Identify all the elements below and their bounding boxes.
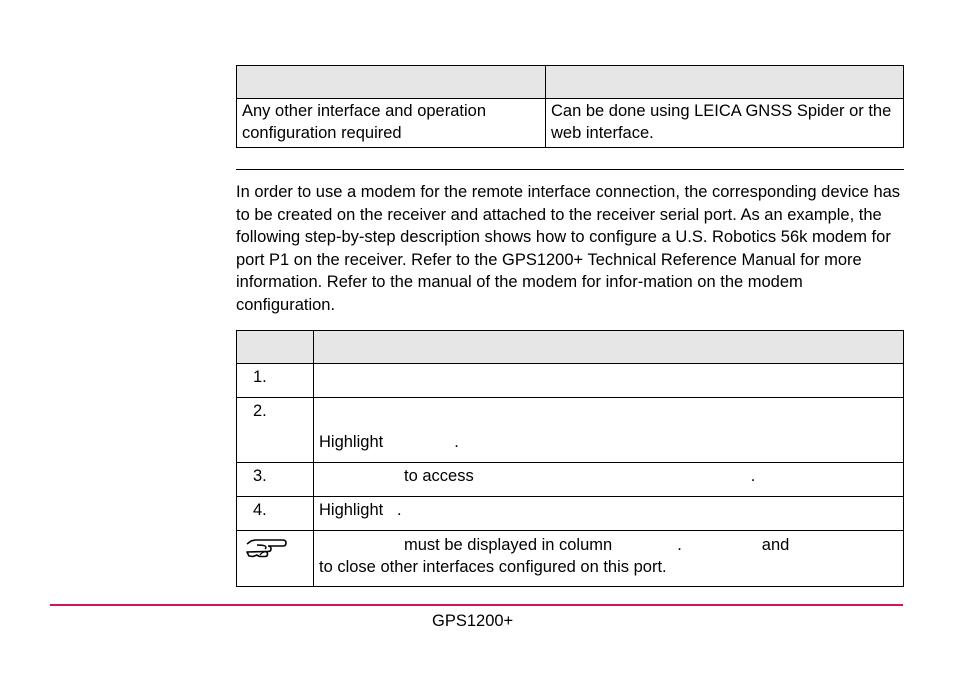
step-text-part: Highlight xyxy=(319,433,384,451)
step-number: 3. xyxy=(237,463,314,497)
section-divider xyxy=(236,169,904,170)
table-header-cell xyxy=(546,66,904,99)
table-header-row xyxy=(237,66,904,99)
note-icon-cell xyxy=(237,531,314,587)
table-row xyxy=(237,497,904,531)
step-text-part: to access xyxy=(404,467,474,485)
pointing-hand-icon xyxy=(245,534,287,560)
footer-rule xyxy=(50,604,903,606)
table-header-row xyxy=(237,331,904,364)
table-row xyxy=(237,99,904,148)
footer-title: GPS1200+ xyxy=(432,612,514,630)
table-row xyxy=(237,398,904,463)
step-table xyxy=(236,330,904,587)
note-text xyxy=(314,531,904,587)
table-row xyxy=(237,463,904,497)
note-text-part: to close other interfaces configured on this port. xyxy=(319,558,667,576)
table-header-cell xyxy=(237,66,546,99)
table-row xyxy=(237,364,904,398)
step-text xyxy=(314,364,904,398)
step-text xyxy=(314,463,904,497)
interface-table xyxy=(236,65,904,148)
step-text xyxy=(314,398,904,463)
step-number: 2. xyxy=(237,398,314,463)
step-number: 4. xyxy=(237,497,314,531)
note-text-part: and xyxy=(761,536,790,554)
step-text-part: . xyxy=(750,467,756,485)
table-cell: Any other interface and operation configuration required xyxy=(237,99,546,148)
note-text-part: must be displayed in column xyxy=(404,536,613,554)
step-number: 1. xyxy=(237,364,314,398)
table-header-cell xyxy=(314,331,904,364)
intro-paragraph: In order to use a modem for the remote interface connection, the corresponding device has to be created on the receiver and attached to the receiver serial port. As an example, the following step-by-step description shows how to configure a U.S. Robotics 56k modem for port P1 on the receiver. Refer to the GPS1200+ Technical Reference Manual for more information. Refer to the manual of the modem for infor-mation on the modem configuration. xyxy=(236,183,901,314)
note-row xyxy=(237,531,904,587)
table-cell: Can be done using LEICA GNSS Spider or the web interface. xyxy=(546,99,904,148)
step-text-part: . xyxy=(454,433,459,451)
table-header-cell xyxy=(237,331,314,364)
step-text: Highlight . xyxy=(314,497,904,531)
note-text-part: . xyxy=(677,536,682,554)
